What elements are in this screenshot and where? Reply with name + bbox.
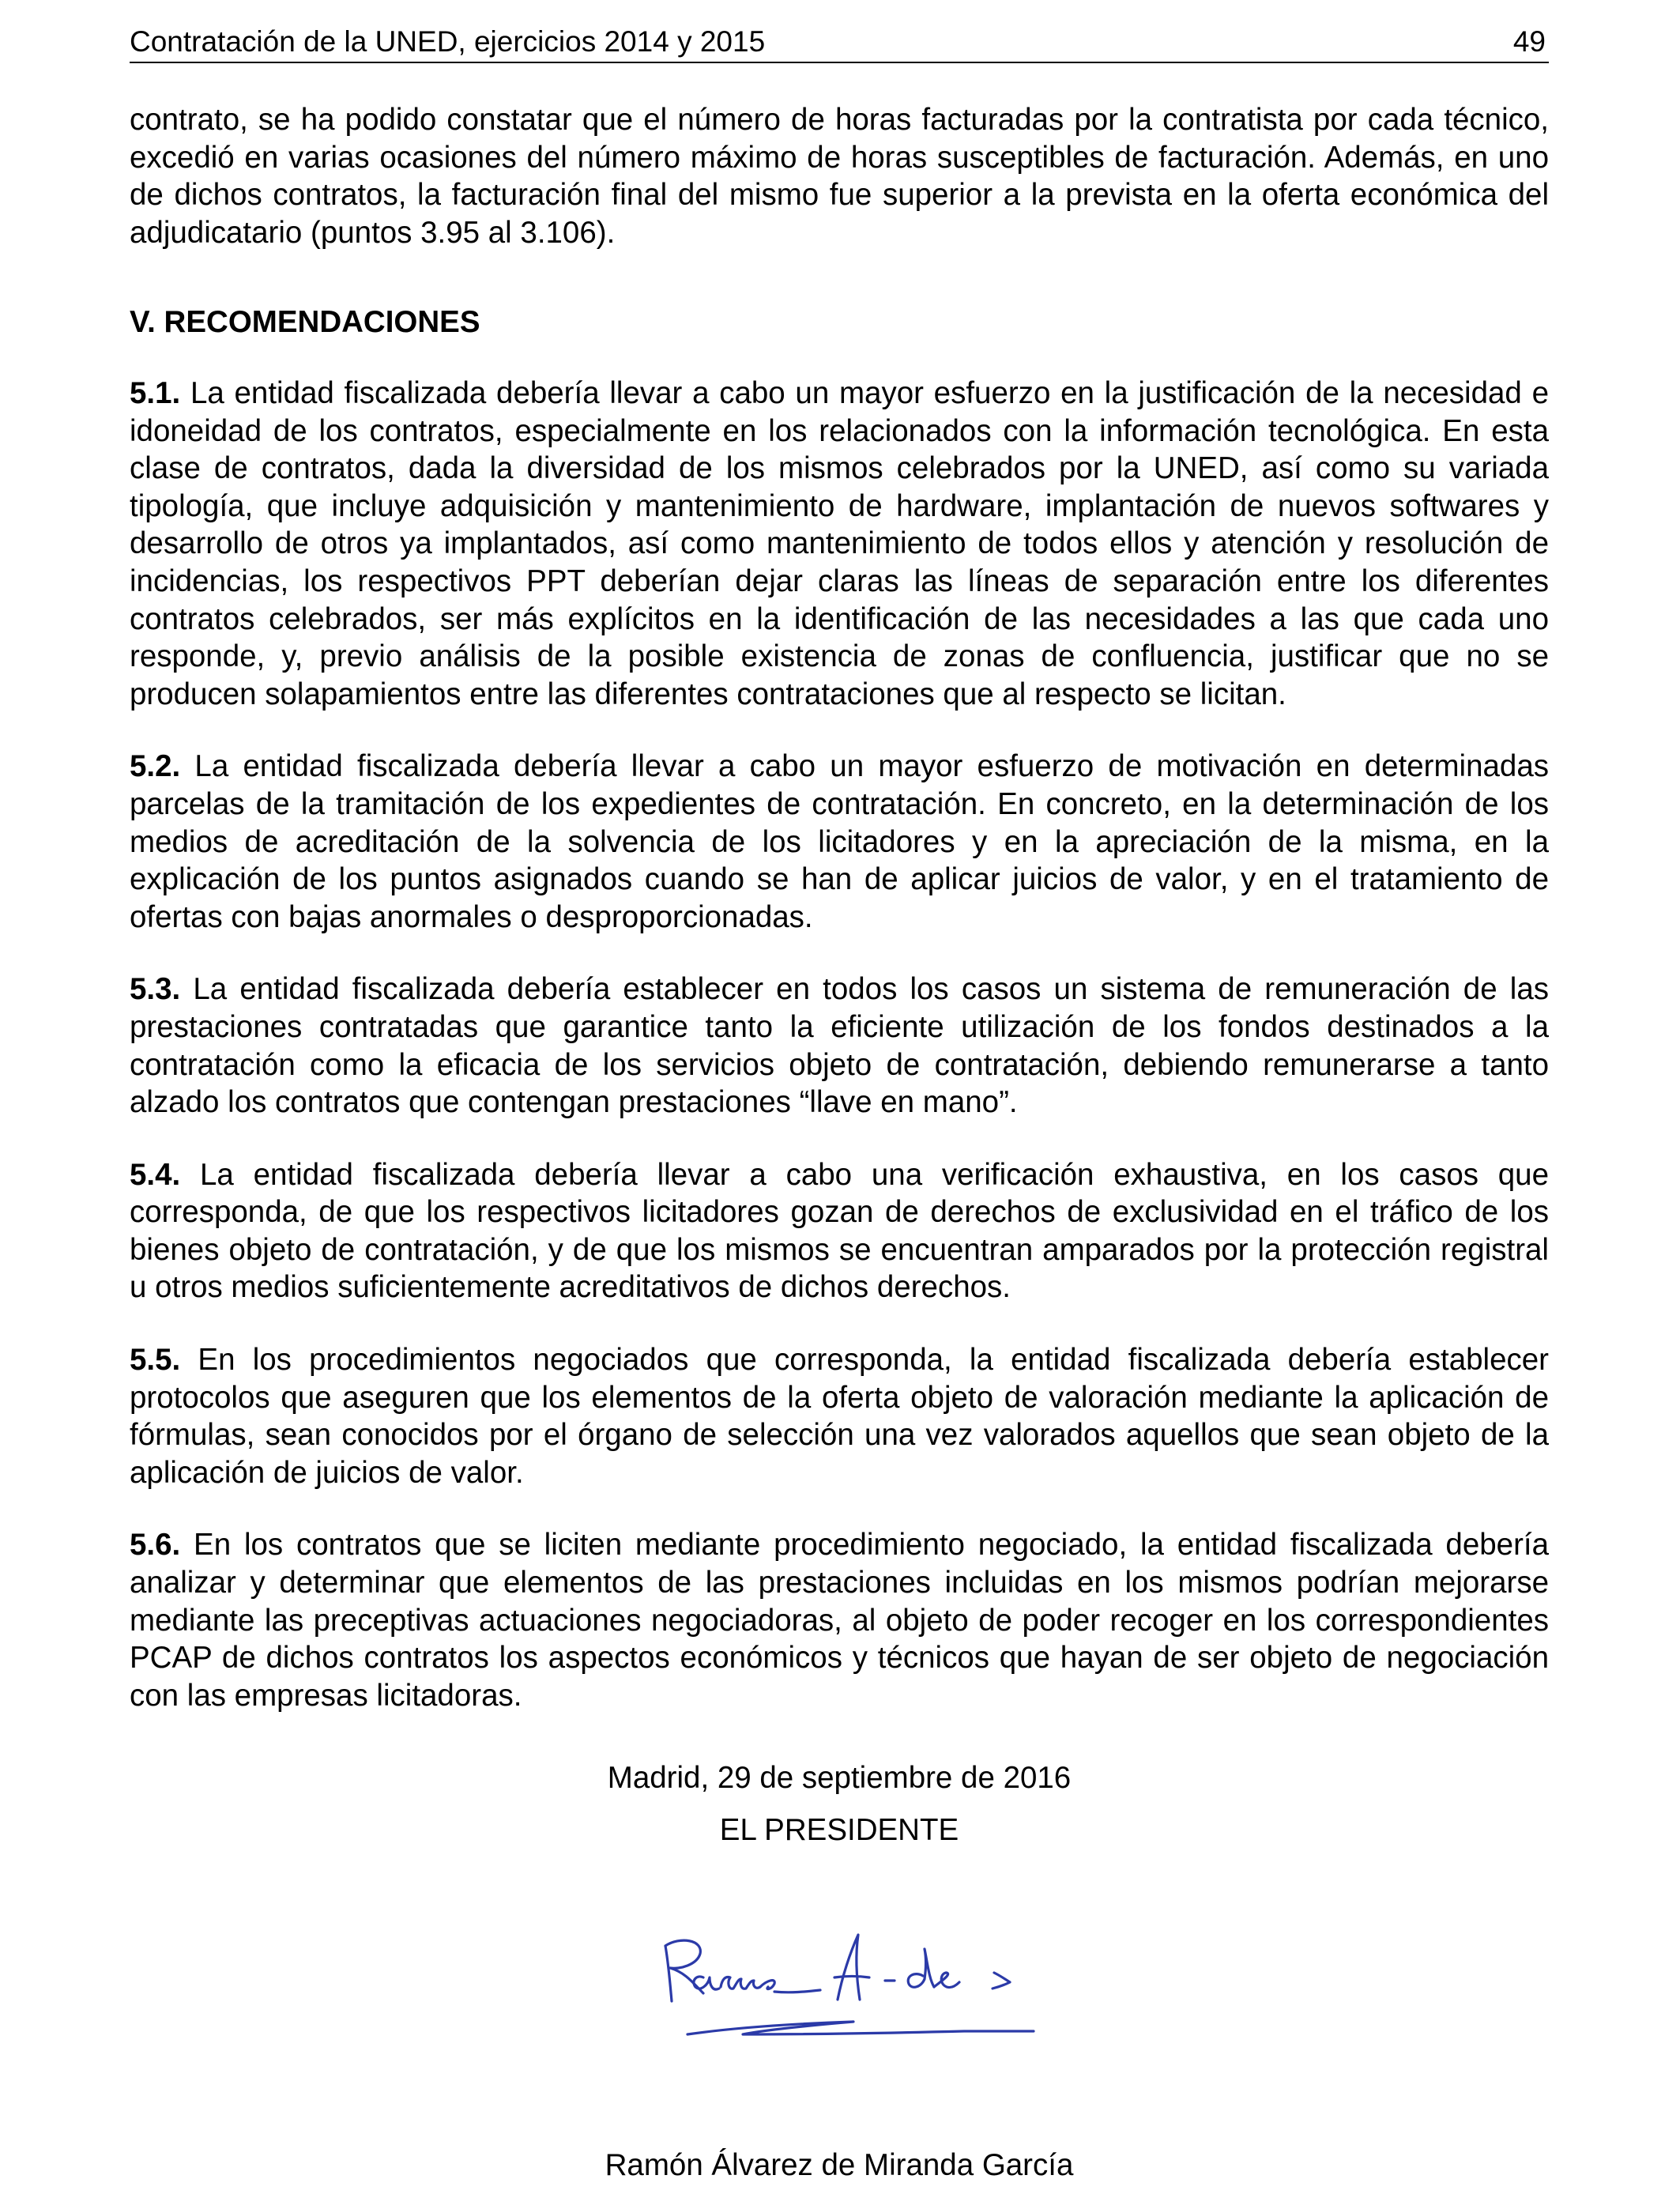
section-heading: V. RECOMENDACIONES [130,305,480,339]
recommendation-text: La entidad fiscalizada debería llevar a cabo un mayor esfuerzo en la justificación de la necesidad e idoneidad de los contratos, especialmente en los relacionados con la información tecnológica. En esta clase de contratos, dada la diversidad de los mismos celebrados por la UNED, así como su variada tipología, que incluye adquisición y mantenimiento de hardware, implantación de nuevos softwares y desarrollo de otros ya implantados, así como mantenimiento de todos ellos y atención y resolución de incidencias, los respectivos PPT deberían dejar claras las líneas de separación entre los diferentes contratos celebrados, ser más explícitos en la identificación de las necesidades a las que cada uno responde, y, previo análisis de la posible existencia de zonas de confluencia, justificar que no se producen solapamientos entre las diferentes contrataciones que al respecto se licitan. [130,376,1549,711]
page-number: 49 [1512,25,1546,58]
signer-title: EL PRESIDENTE [719,1813,959,1847]
recommendation-number: 5.1. [130,376,181,410]
recommendation-number: 5.3. [130,972,181,1007]
recommendation-paragraph [130,1341,1549,1491]
lead-paragraph: contrato, se ha podido constatar que el número de horas facturadas por la contratista por cada técnico, excedió en varias ocasiones del número máximo de horas susceptibles de facturación. Además, en uno de dichos contratos, la facturación final del mismo fue superior a la prevista en la oferta económica del adjudicatario (puntos 3.95 al 3.106). [130,103,1549,250]
recommendation-text: La entidad fiscalizada debería llevar a cabo una verificación exhaustiva, en los casos que corresponda, de que los respectivos licitadores gozan de derechos de exclusividad en el tráfico de los bienes objeto de contratación, y de que los mismos se encuentran amparados por la protección registral u otros medios suficientemente acreditativos de dichos derechos. [130,1157,1549,1305]
header-title: Contratación de la UNED, ejercicios 2014 y 2015 [130,25,766,58]
recommendation-paragraph [130,1156,1549,1306]
recommendation-number: 5.5. [130,1343,181,1378]
recommendation-text: La entidad fiscalizada debería establecer en todos los casos un sistema de remuneración de las prestaciones contratadas que garantice tanto la eficiente utilización de los fondos destinados a la contratación como la eficacia de los servicios objeto de contratación, debiendo remunerarse a tanto alzado los contratos que contengan prestaciones “llave en mano”. [130,972,1549,1120]
signer-name: Ramón Álvarez de Miranda García [605,2148,1074,2182]
recommendation-paragraph [130,375,1549,713]
recommendation-number: 5.2. [130,749,181,784]
running-header [130,22,1549,63]
recommendation-paragraph [130,1526,1549,1714]
recommendation-paragraph [130,971,1549,1121]
recommendation-number: 5.6. [130,1528,181,1563]
recommendations-list [130,375,1549,1749]
recommendation-text: En los contratos que se liciten mediante procedimiento negociado, la entidad fiscalizada debería analizar y determinar que elementos de las prestaciones incluidas en los mismos podrían mejorarse mediante las preceptivas actuaciones negociadoras, al objeto de poder recoger en los correspondientes PCAP de dichos contratos los aspectos económicos y técnicos que hayan de ser objeto de negociación con las empresas licitadoras. [130,1528,1549,1713]
handwritten-signature [648,1928,1059,2047]
recommendation-text: En los procedimientos negociados que corresponda, la entidad fiscalizada debería establecer protocolos que aseguren que los elementos de la oferta objeto de valoración mediante la aplicación de fórmulas, sean conocidos por el órgano de selección una vez valorados aquellos que sean objeto de la aplicación de juicios de valor. [130,1343,1549,1490]
place-and-date: Madrid, 29 de septiembre de 2016 [607,1761,1072,1795]
recommendation-text: La entidad fiscalizada debería llevar a cabo un mayor esfuerzo de motivación en determinadas parcelas de la tramitación de los expedientes de contratación. En concreto, en la determinación de los medios de acreditación de la solvencia de los licitadores y en la apreciación de la misma, en la explicación de los puntos asignados cuando se han de aplicar juicios de valor, y en el tratamiento de ofertas con bajas anormales o desproporcionadas. [130,749,1549,934]
recommendation-paragraph [130,748,1549,936]
recommendation-number: 5.4. [130,1157,181,1192]
